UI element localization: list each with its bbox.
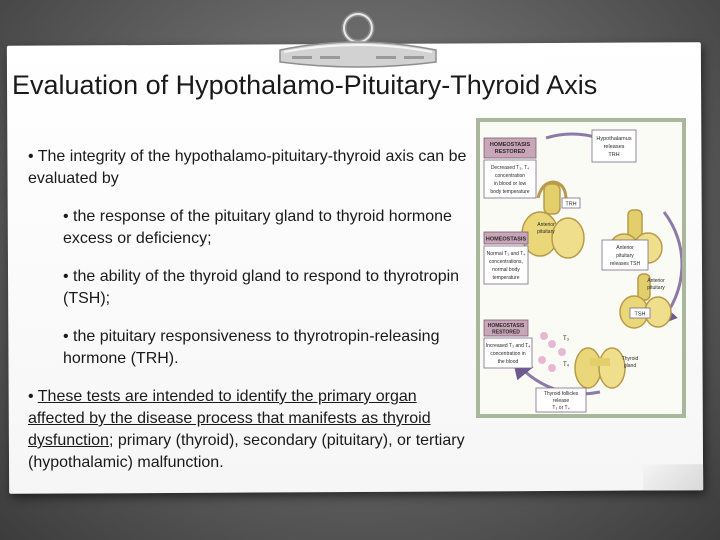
sub-bullet-2: • the ability of the thyroid gland to respond to thyrotropin (TSH); [63,268,460,307]
normal-line4: temperature [492,275,520,281]
increased-line1: Increased T₃ and T₄ [485,343,531,349]
hpt-axis-figure [476,118,686,418]
thyroid-gland-illustration [575,348,625,388]
bullet-final-underlined: These tests are intended to identify the primary organ affected by the disease process that manifests as thyroid dysfunction [28,388,431,449]
hypothalamus-line3: TRH [608,152,620,158]
decreased-line2: concentration [494,173,526,179]
homeostasis-restored-bottom-line1: HOMEOSTASIS [487,323,525,329]
anterior-releases-line3: releases TSH [609,261,641,267]
bullet-final-prefix: • [28,388,38,405]
normal-line3: normal body [492,267,520,273]
bullet-intro: • The integrity of the hypothalamo-pituitary-thyroid axis can be evaluated by [28,148,467,187]
bullet-final-rest: ; primary (thyroid), secondary (pituitary), or tertiary (hypothalamic) malfunction. [28,432,465,471]
thyroid-releases-line3: T₃ or T₄ [552,405,570,411]
thyroid-releases-line2: release [552,398,570,404]
anterior-releases-line1: Anterior [616,245,634,251]
homeostasis-restored-bottom-line2: RESTORED [492,329,520,336]
anterior-pituitary-2-line2: pituitary [647,285,665,291]
decreased-line3: in blood or low [493,181,527,187]
increased-line3: the blood [497,359,519,365]
slide-body [28,146,468,490]
thyroid-releases-line1: Thyroid follicles [543,391,579,397]
sub-bullet-1: • the response of the pituitary gland to thyroid hormone excess or deficiency; [63,208,452,247]
anterior-pituitary-2-line1: Anterior [647,278,665,284]
homeostasis-restored-top-line1: HOMEOSTASIS [489,142,531,148]
t4-label: T₄ [562,362,570,368]
feedback-loop-diagram [480,122,682,414]
normal-line1: Normal T₃ and T₄ [486,251,526,257]
anterior-releases-line2: pituitary [616,253,634,259]
hypothalamus-line1: Hypothalamus [596,136,632,142]
decreased-line4: body temperature [490,189,530,195]
t3-label: T₃ [562,336,570,342]
decreased-line1: Decreased T₃, T₄ [490,165,530,171]
paper-clip-icon [272,6,444,76]
trh-label: TRH [565,201,577,208]
slide-title: Evaluation of Hypothalamo-Pituitary-Thyroid Axis [12,70,598,100]
bullet-final [28,386,468,474]
hypothalamus-line2: releases [603,144,625,150]
sub-bullet-3: • the pituitary responsiveness to thyrotropin-releasing hormone (TRH). [63,328,440,367]
homeostasis-label: HOMEOSTASIS [485,236,527,243]
thyroid-gland-label-line2: gland [623,363,637,369]
anterior-pituitary-label-line1: Anterior [537,222,555,228]
increased-line2: concentration in [490,351,526,357]
tsh-label: TSH [634,311,646,318]
anterior-pituitary-label-line2: pituitary [537,229,555,235]
normal-line2: concentrations, [489,259,523,265]
homeostasis-restored-top-line2: RESTORED [494,149,526,155]
hormone-molecules-icon [538,332,566,372]
paper-fold-corner [643,464,703,490]
homeostasis-restored-top-box [484,138,536,158]
thyroid-gland-label-line1: Thyroid [621,356,639,362]
